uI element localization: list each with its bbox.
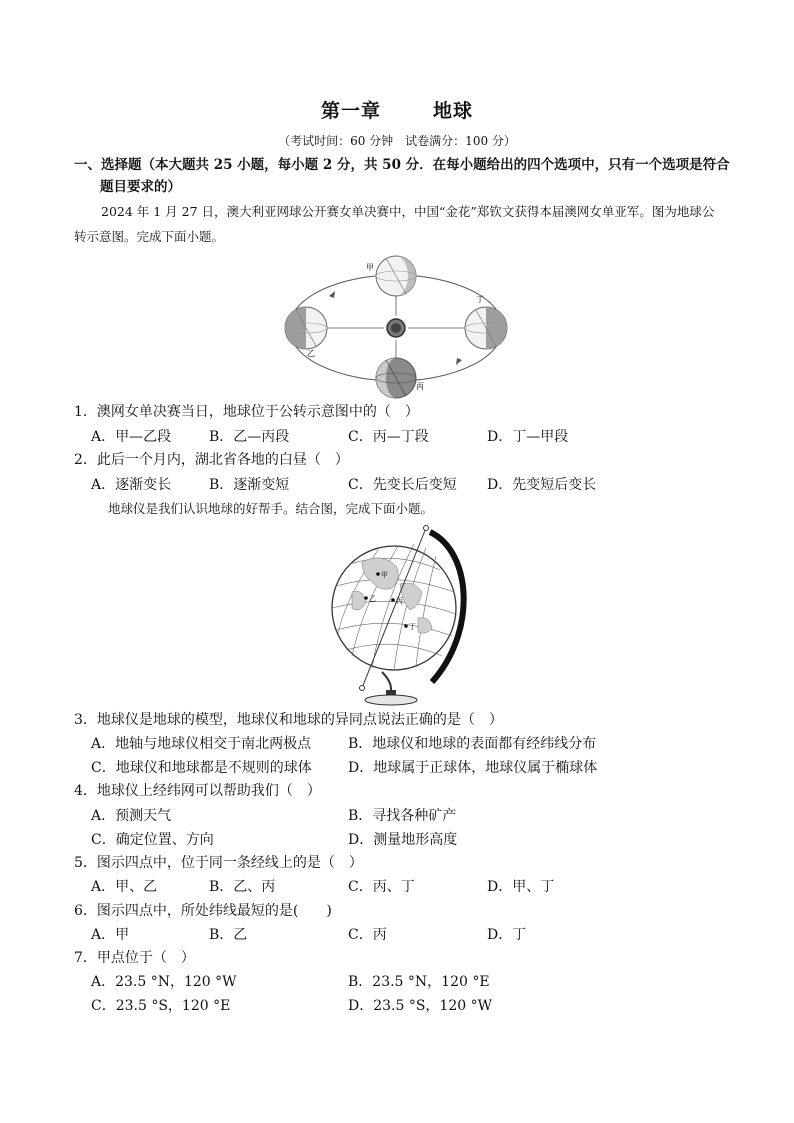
exam-info: （考试时间：60 分钟 试卷满分：100 分） (278, 134, 516, 148)
q6-option-a[interactable]: A．甲 (91, 927, 130, 943)
q1-option-d[interactable]: D．丁—甲段 (487, 429, 569, 445)
question-7-stem: 7．甲点位于（ ） (74, 950, 195, 966)
globe-label-ding: 丁 (409, 623, 416, 631)
label-bing: 丙 (416, 382, 424, 391)
q2-option-b[interactable]: B．逐渐变短 (209, 477, 290, 493)
q3-option-c[interactable]: C．地球仪和地球都是不规则的球体 (91, 760, 312, 776)
globe-label-bing: 丙 (396, 597, 403, 605)
question-1-stem: 1．澳网女单决赛当日，地球位于公转示意图中的（ ） (74, 404, 419, 420)
q4-option-b[interactable]: B．寻找各种矿产 (348, 808, 457, 824)
chapter-topic: 地球 (433, 100, 474, 122)
question-2-stem: 2．此后一个月内，湖北省各地的白昼（ ） (74, 452, 349, 468)
page-title (0, 96, 794, 123)
q4-option-d[interactable]: D．测量地形高度 (348, 832, 458, 848)
q1-option-a[interactable]: A．甲—乙段 (91, 429, 172, 445)
earth-position-jia (376, 256, 416, 296)
q7-option-b[interactable]: B．23.5 °N，120 °E (348, 974, 490, 990)
earth-position-yi (285, 307, 327, 349)
q1-option-c[interactable]: C．丙—丁段 (348, 429, 429, 445)
q6-option-b[interactable]: B．乙 (209, 927, 248, 943)
chapter-label: 第一章 (320, 100, 381, 122)
q7-option-d[interactable]: D．23.5 °S，120 °W (348, 998, 492, 1014)
section-heading (74, 154, 734, 198)
section-heading-text: 一、选择题（本大题共 25 小题，每小题 2 分，共 50 分．在每小题给出的四个选项中，只有一个选项是符合题目要求的） (74, 157, 730, 195)
q7-option-a[interactable]: A．23.5 °N，120 °W (91, 974, 237, 990)
q5-option-c[interactable]: C．丙、丁 (348, 879, 415, 895)
label-jia: 甲 (366, 263, 374, 272)
q4-option-a[interactable]: A．预测天气 (91, 808, 172, 824)
q3-option-b[interactable]: B．地球仪和地球的表面都有经纬线分布 (348, 736, 597, 752)
q2-option-c[interactable]: C．先变长后变短 (348, 477, 457, 493)
q2-option-d[interactable]: D．先变短后变长 (487, 477, 597, 493)
label-yi: 乙 (307, 349, 315, 358)
q4-option-c[interactable]: C．确定位置、方向 (91, 832, 214, 848)
q6-option-c[interactable]: C．丙 (348, 927, 387, 943)
globe-diagram (322, 522, 472, 708)
q3-option-d[interactable]: D．地球属于正球体，地球仪属于椭球体 (348, 760, 598, 776)
passage-1: 2024 年 1 月 27 日，澳大利亚网球公开赛女单决赛中，中国“金花”郑钦文获得本届澳网女单亚军。图为地球公转示意图。完成下面小题。 (74, 204, 715, 244)
passage-2: 地球仪是我们认识地球的好帮手。结合图，完成下面小题。 (108, 501, 434, 516)
earth-position-bing (376, 358, 416, 398)
question-5-stem: 5．图示四点中，位于同一条经线上的是（ ） (74, 855, 363, 871)
q2-option-a[interactable]: A．逐渐变长 (91, 477, 172, 493)
q1-option-b[interactable]: B．乙—丙段 (209, 429, 290, 445)
q5-option-b[interactable]: B．乙、丙 (209, 879, 276, 895)
earth-orbit-diagram (276, 254, 516, 400)
question-3-stem: 3．地球仪是地球的模型，地球仪和地球的异同点说法正确的是（ ） (74, 712, 503, 728)
question-6-stem: 6．图示四点中，所处纬线最短的是( ) (74, 903, 332, 919)
q5-option-d[interactable]: D．甲、丁 (487, 879, 555, 895)
earth-position-ding (465, 307, 507, 349)
q5-option-a[interactable]: A．甲、乙 (91, 879, 158, 895)
globe-label-yi: 乙 (369, 595, 376, 603)
globe-label-jia: 甲 (381, 571, 388, 579)
question-4-stem: 4．地球仪上经纬网可以帮助我们（ ） (74, 783, 321, 799)
label-ding: 丁 (476, 295, 484, 304)
q3-option-a[interactable]: A．地轴与地球仪相交于南北两极点 (91, 736, 312, 752)
q6-option-d[interactable]: D．丁 (487, 927, 527, 943)
q7-option-c[interactable]: C．23.5 °S，120 °E (91, 998, 231, 1014)
